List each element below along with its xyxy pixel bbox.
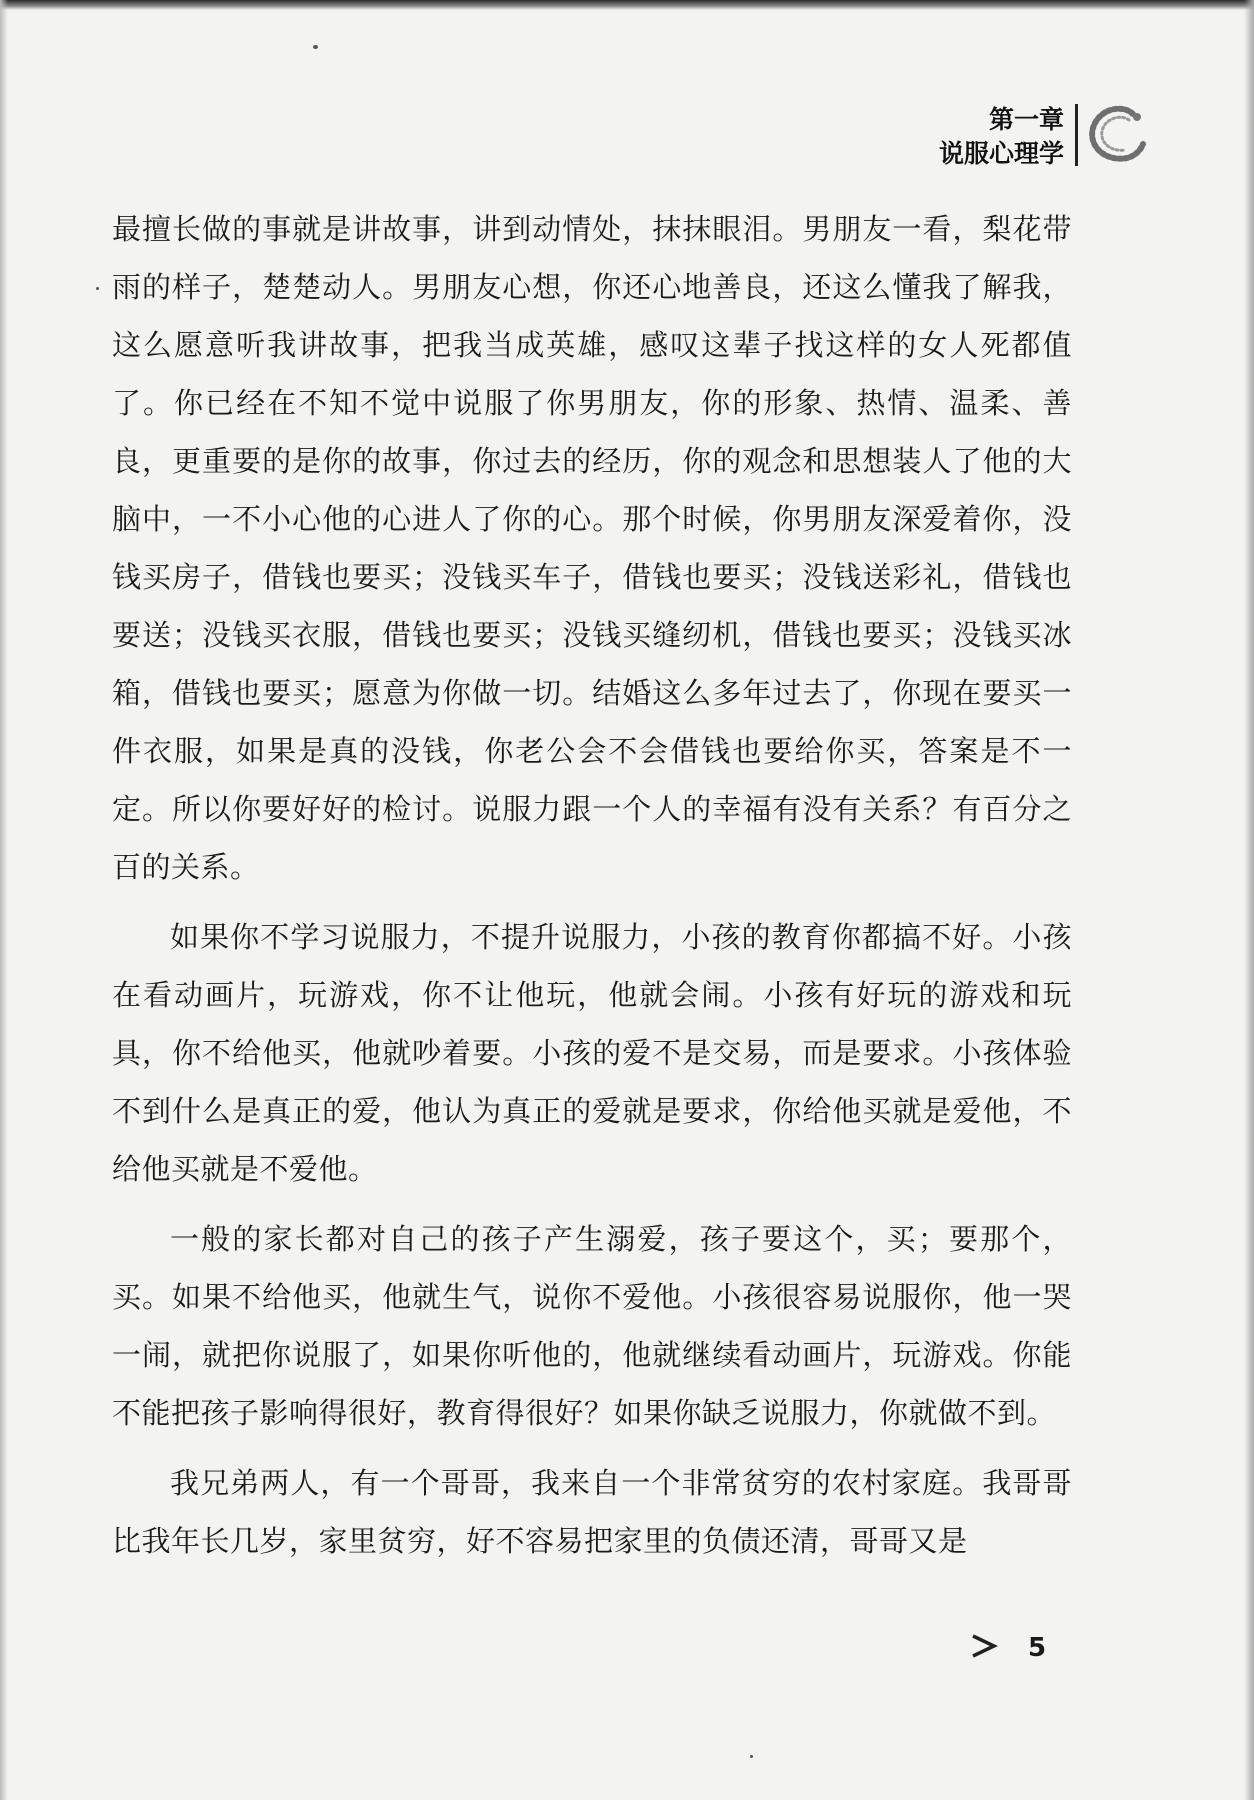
chevron-right-icon xyxy=(970,1633,998,1663)
paragraph: 一般的家长都对自己的孩子产生溺爱，孩子要这个，买；要那个，买。如果不给他买，他就生气，说你不爱他。小孩很容易说服你，他一哭一闹，就把你说服了，如果你听他的，他就继续看动画片，玩游戏。你能不能把孩子影响得很好，教育得很好？如果你缺乏说服力，你就做不到。 xyxy=(112,1222,1072,1430)
scan-edge-top xyxy=(0,0,1254,10)
paragraph: 如果你不学习说服力，不提升说服力，小孩的教育你都搞不好。小孩在看动画片，玩游戏，你不让他玩，他就会闹。小孩有好玩的游戏和玩具，你不给他买，他就吵着要。小孩的爱不是交易，而是要求。小孩体验不到什么是真正的爱，他认为真正的爱就是要求，你给他买就是爱他，不给他买就是不爱他。 xyxy=(112,920,1072,1186)
scan-edge-left xyxy=(0,0,8,1800)
running-header xyxy=(939,103,1064,171)
scan-speck xyxy=(313,45,318,49)
chapter-label: 第一章 xyxy=(988,105,1064,134)
crescent-ornament-icon xyxy=(1083,100,1149,166)
paragraph: 最擅长做的事就是讲故事，讲到动情处，抹抹眼泪。男朋友一看，梨花带雨的样子，楚楚动人。男朋友心想，你还心地善良，还这么懂我了解我，这么愿意听我讲故事，把我当成英雄，感叹这辈子找这样的女人死都值了。你已经在不知不觉中说服了你男朋友，你的形象、热情、温柔、善良，更重要的是你的故事，你过去的经历，你的观念和思想装人了他的大脑中，一不小心他的心进人了你的心。那个时候，你男朋友深爱着你，没钱买房子，借钱也要买；没钱买车子，借钱也要买；没钱送彩礼，借钱也要送；没钱买衣服，借钱也要买；没钱买缝纫机，借钱也要买；没钱买冰箱，借钱也要买；愿意为你做一切。结婚这么多年过去了，你现在要买一件衣服，如果是真的没钱，你老公会不会借钱也要给你买，答案是不一定。所以你要好好的检讨。说服力跟一个人的幸福有没有关系？有百分之百的关系。 xyxy=(112,212,1072,884)
page-number: 5 xyxy=(1028,1633,1047,1663)
scan-speck xyxy=(96,287,99,290)
chapter-title: 说服心理学 xyxy=(938,139,1064,168)
scan-speck xyxy=(750,1755,753,1758)
paragraph: 我兄弟两人，有一个哥哥，我来自一个非常贫穷的农村家庭。我哥哥比我年长几岁，家里贫穷，好不容易把家里的负债还清，哥哥又是 xyxy=(112,1466,1072,1558)
scan-edge-right xyxy=(1244,0,1254,1800)
body-text xyxy=(112,200,1072,1582)
page-folio xyxy=(970,1631,1050,1671)
header-divider xyxy=(1075,104,1078,166)
